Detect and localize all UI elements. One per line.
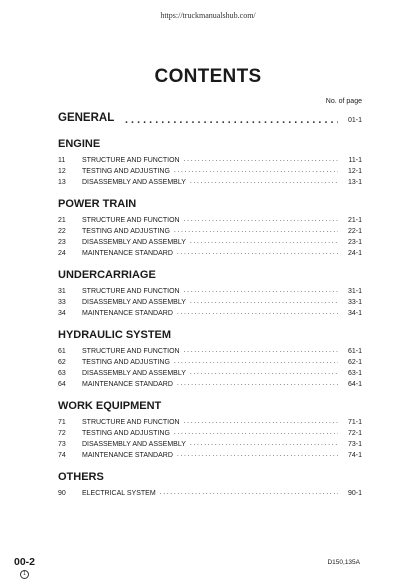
entry-number: 73 (58, 441, 66, 448)
entry-number: 64 (58, 381, 66, 388)
entry-label: DISASSEMBLY AND ASSEMBLY (82, 239, 186, 246)
dot-leader (190, 368, 338, 377)
toc-entry[interactable] (58, 355, 362, 366)
entry-page: 31-1 (347, 288, 362, 295)
entry-page: 34-1 (347, 310, 362, 317)
entry-label: STRUCTURE AND FUNCTION (82, 217, 180, 224)
page-title: CONTENTS (154, 66, 262, 87)
entry-label: STRUCTURE AND FUNCTION (82, 288, 180, 295)
entry-page: 21-1 (347, 217, 362, 224)
toc-entry[interactable] (58, 164, 362, 175)
dot-leader (177, 450, 338, 459)
entry-number: 11 (58, 157, 66, 164)
entry-number: 23 (58, 239, 66, 246)
entry-page: 13-1 (347, 179, 362, 186)
toc-entry[interactable] (58, 486, 362, 497)
toc-section (58, 471, 362, 497)
entry-number: 72 (58, 430, 66, 437)
dot-leader (190, 439, 338, 448)
entry-number: 31 (58, 288, 66, 295)
entry-number: 34 (58, 310, 66, 317)
entry-label: STRUCTURE AND FUNCTION (82, 348, 180, 355)
general-label: GENERAL (58, 112, 115, 124)
footer-model: D150,135A (327, 559, 360, 566)
entry-number: 90 (58, 490, 66, 497)
toc-entry[interactable] (58, 415, 362, 426)
dot-leader (174, 428, 338, 437)
section-heading: ENGINE (58, 138, 101, 150)
toc-entry[interactable] (58, 213, 362, 224)
toc-sections (58, 138, 362, 497)
entry-page: 72-1 (347, 430, 362, 437)
entry-label: MAINTENANCE STANDARD (82, 381, 173, 388)
dot-leader (190, 237, 338, 246)
table-of-contents (58, 106, 362, 497)
toc-entry[interactable] (58, 426, 362, 437)
entry-label: TESTING AND ADJUSTING (82, 359, 170, 366)
entry-number: 13 (58, 179, 66, 186)
entry-label: STRUCTURE AND FUNCTION (82, 157, 180, 164)
entry-number: 71 (58, 419, 66, 426)
entry-number: 63 (58, 370, 66, 377)
entry-label: MAINTENANCE STANDARD (82, 310, 173, 317)
footer-page-number: 00-2 (14, 556, 36, 568)
entry-number: 12 (58, 168, 66, 175)
entry-label: DISASSEMBLY AND ASSEMBLY (82, 441, 186, 448)
section-heading: HYDRAULIC SYSTEM (58, 329, 172, 341)
toc-entry[interactable] (58, 153, 362, 164)
dot-leader (190, 177, 338, 186)
dot-leader (184, 417, 338, 426)
dot-leader (160, 488, 338, 497)
entry-page: 64-1 (347, 381, 362, 388)
toc-section (58, 269, 362, 317)
entry-page: 12-1 (347, 168, 362, 175)
entry-page: 90-1 (347, 490, 362, 497)
toc-entry[interactable] (58, 377, 362, 388)
section-heading: WORK EQUIPMENT (58, 400, 162, 412)
toc-entry[interactable] (58, 366, 362, 377)
entry-label: MAINTENANCE STANDARD (82, 452, 173, 459)
toc-entry[interactable] (58, 175, 362, 186)
entry-page: 22-1 (347, 228, 362, 235)
toc-entry[interactable] (58, 448, 362, 459)
entry-label: TESTING AND ADJUSTING (82, 430, 170, 437)
toc-entry[interactable] (58, 284, 362, 295)
toc-entry[interactable] (58, 306, 362, 317)
page-column-label: No. of page (325, 98, 362, 105)
entry-page: 74-1 (347, 452, 362, 459)
entry-label: TESTING AND ADJUSTING (82, 228, 170, 235)
toc-entry[interactable] (58, 295, 362, 306)
entry-page: 33-1 (347, 299, 362, 306)
entry-label: TESTING AND ADJUSTING (82, 168, 170, 175)
dot-leader (177, 248, 338, 257)
entry-page: 23-1 (347, 239, 362, 246)
dot-leader (190, 297, 338, 306)
dot-leader (124, 113, 338, 124)
entry-label: STRUCTURE AND FUNCTION (82, 419, 180, 426)
toc-entry[interactable] (58, 235, 362, 246)
entry-page: 73-1 (347, 441, 362, 448)
entry-number: 74 (58, 452, 66, 459)
entry-label: DISASSEMBLY AND ASSEMBLY (82, 179, 186, 186)
entry-number: 62 (58, 359, 66, 366)
toc-section (58, 198, 362, 257)
entry-label: DISASSEMBLY AND ASSEMBLY (82, 299, 186, 306)
entry-number: 33 (58, 299, 66, 306)
source-url[interactable]: https://truckmanualshub.com/ (160, 11, 256, 20)
toc-section (58, 400, 362, 459)
entry-page: 24-1 (347, 250, 362, 257)
entry-number: 21 (58, 217, 66, 224)
entry-page: 71-1 (347, 419, 362, 426)
dot-leader (184, 215, 338, 224)
toc-entry[interactable] (58, 344, 362, 355)
toc-entry[interactable] (58, 437, 362, 448)
entry-page: 11-1 (348, 157, 362, 164)
toc-entry[interactable] (58, 224, 362, 235)
entry-number: 22 (58, 228, 66, 235)
section-heading: OTHERS (58, 471, 104, 483)
entry-label: MAINTENANCE STANDARD (82, 250, 173, 257)
dot-leader (184, 346, 338, 355)
dot-leader (177, 308, 338, 317)
dot-leader (177, 379, 338, 388)
toc-section (58, 138, 362, 186)
revision-mark: 1 (20, 570, 29, 579)
toc-entry-general[interactable] (58, 106, 362, 124)
entry-page: 61-1 (347, 348, 362, 355)
toc-entry[interactable] (58, 246, 362, 257)
entry-page: 63-1 (347, 370, 362, 377)
dot-leader (174, 166, 338, 175)
entry-label: DISASSEMBLY AND ASSEMBLY (82, 370, 186, 377)
section-heading: UNDERCARRIAGE (58, 269, 156, 281)
dot-leader (174, 226, 338, 235)
entry-number: 61 (58, 348, 66, 355)
entry-number: 24 (58, 250, 66, 257)
toc-section (58, 329, 362, 388)
entry-page: 62-1 (347, 359, 362, 366)
dot-leader (184, 286, 338, 295)
dot-leader (174, 357, 338, 366)
general-page: 01-1 (347, 117, 362, 124)
section-heading: POWER TRAIN (58, 198, 137, 210)
dot-leader (184, 155, 338, 164)
entry-label: ELECTRICAL SYSTEM (82, 490, 156, 497)
